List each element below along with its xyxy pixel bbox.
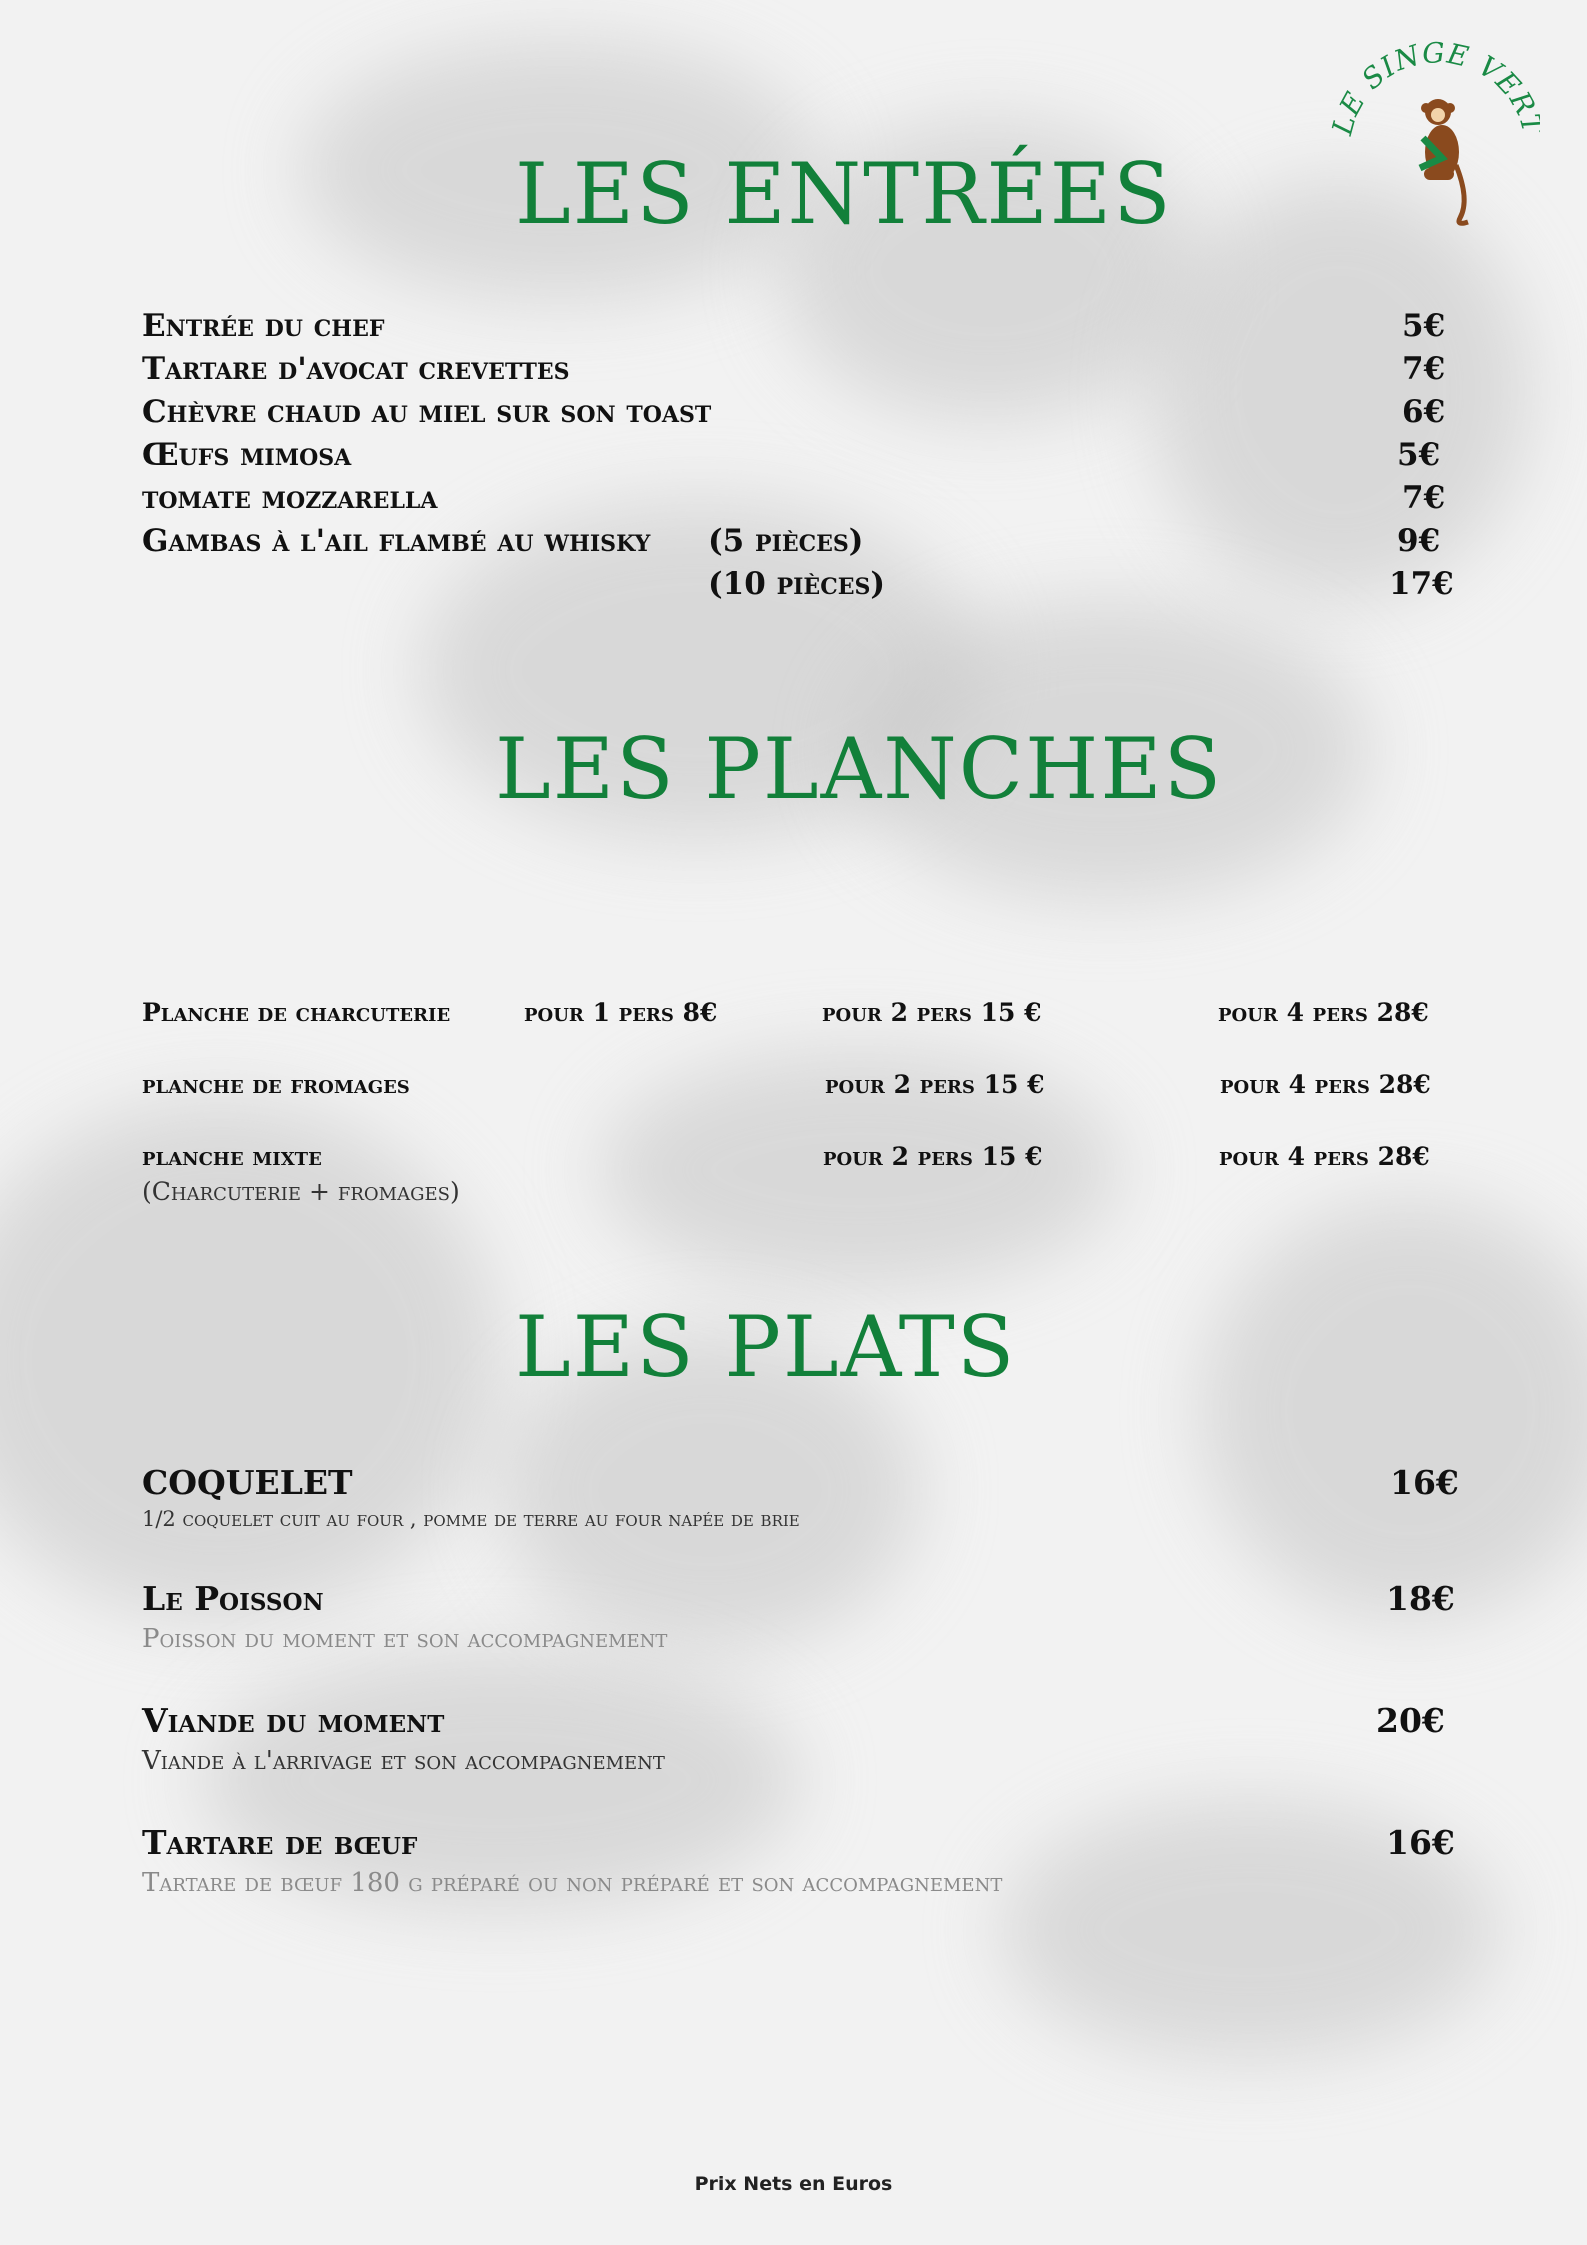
item-price: 7€ — [1402, 480, 1446, 516]
planches-title: LES PLANCHES — [495, 720, 1224, 818]
planche-name: planche de fromages — [142, 1070, 410, 1099]
item-option: (5 pièces) — [708, 523, 864, 559]
item-name: Entrée du chef — [142, 308, 385, 344]
list-item — [142, 480, 1446, 520]
item-price: 17€ — [1389, 566, 1454, 602]
entrees-title: LES ENTRÉES — [515, 145, 1173, 243]
price-2-pers: pour 2 pers 15 € — [822, 998, 1042, 1027]
dish-price: 18€ — [1386, 1579, 1455, 1618]
item-price: 5€ — [1402, 308, 1446, 344]
monkey-logo-icon — [1320, 40, 1540, 240]
plats-title: LES PLATS — [515, 1298, 1017, 1396]
list-item — [142, 351, 1446, 391]
logo — [1320, 40, 1540, 240]
item-name: tomate mozzarella — [142, 480, 438, 516]
item-price: 7€ — [1402, 351, 1446, 387]
item-name: Œufs mimosa — [142, 437, 352, 473]
price-1-pers: pour 1 pers 8€ — [524, 998, 718, 1027]
item-price: 6€ — [1402, 394, 1446, 430]
planche-name: planche mixte — [142, 1142, 322, 1171]
dish-name: Viande du moment — [142, 1701, 445, 1740]
dish-name: COQUELET — [142, 1463, 353, 1502]
price-4-pers: pour 4 pers 28€ — [1220, 1070, 1431, 1099]
list-item — [142, 308, 1446, 348]
dish-description: 1/2 coquelet cuit au four , pomme de terre au four napée de brie — [142, 1507, 800, 1531]
item-option: (10 pièces) — [708, 566, 886, 602]
price-4-pers: pour 4 pers 28€ — [1218, 998, 1429, 1027]
planche-name: Planche de charcuterie — [142, 998, 451, 1027]
list-item — [142, 523, 1442, 563]
logo-text: LE SINGE VER — [1325, 40, 1540, 139]
list-item — [142, 437, 1442, 477]
item-name: Chèvre chaud au miel sur son toast — [142, 394, 712, 430]
price-2-pers: pour 2 pers 15 € — [825, 1070, 1045, 1099]
item-name: Gambas à l'ail flambé au whisky — [142, 523, 651, 559]
dish-price: 16€ — [1386, 1823, 1455, 1862]
dish-name: Tartare de bœuf — [142, 1823, 418, 1862]
price-4-pers: pour 4 pers 28€ — [1219, 1142, 1430, 1171]
list-item — [142, 566, 1454, 606]
dish-description: Poisson du moment et son accompagnement — [142, 1624, 668, 1654]
dish-price: 16€ — [1390, 1463, 1459, 1502]
dish-name: Le Poisson — [142, 1579, 324, 1618]
price-2-pers: pour 2 pers 15 € — [823, 1142, 1043, 1171]
dish-description: Tartare de bœuf 180 g préparé ou non préparé et son accompagnement — [142, 1868, 1003, 1898]
planche-subtitle: (Charcuterie + fromages) — [142, 1177, 460, 1206]
footer-note: Prix Nets en Euros — [694, 2173, 893, 2195]
svg-text:LE SINGE VERT — [1325, 40, 1540, 140]
dish-price: 20€ — [1376, 1701, 1445, 1740]
item-price: 5€ — [1397, 437, 1441, 473]
list-item — [142, 394, 1446, 434]
item-name: Tartare d'avocat crevettes — [142, 351, 570, 387]
dish-description: Viande à l'arrivage et son accompagnement — [142, 1746, 665, 1776]
item-price: 9€ — [1397, 523, 1441, 559]
